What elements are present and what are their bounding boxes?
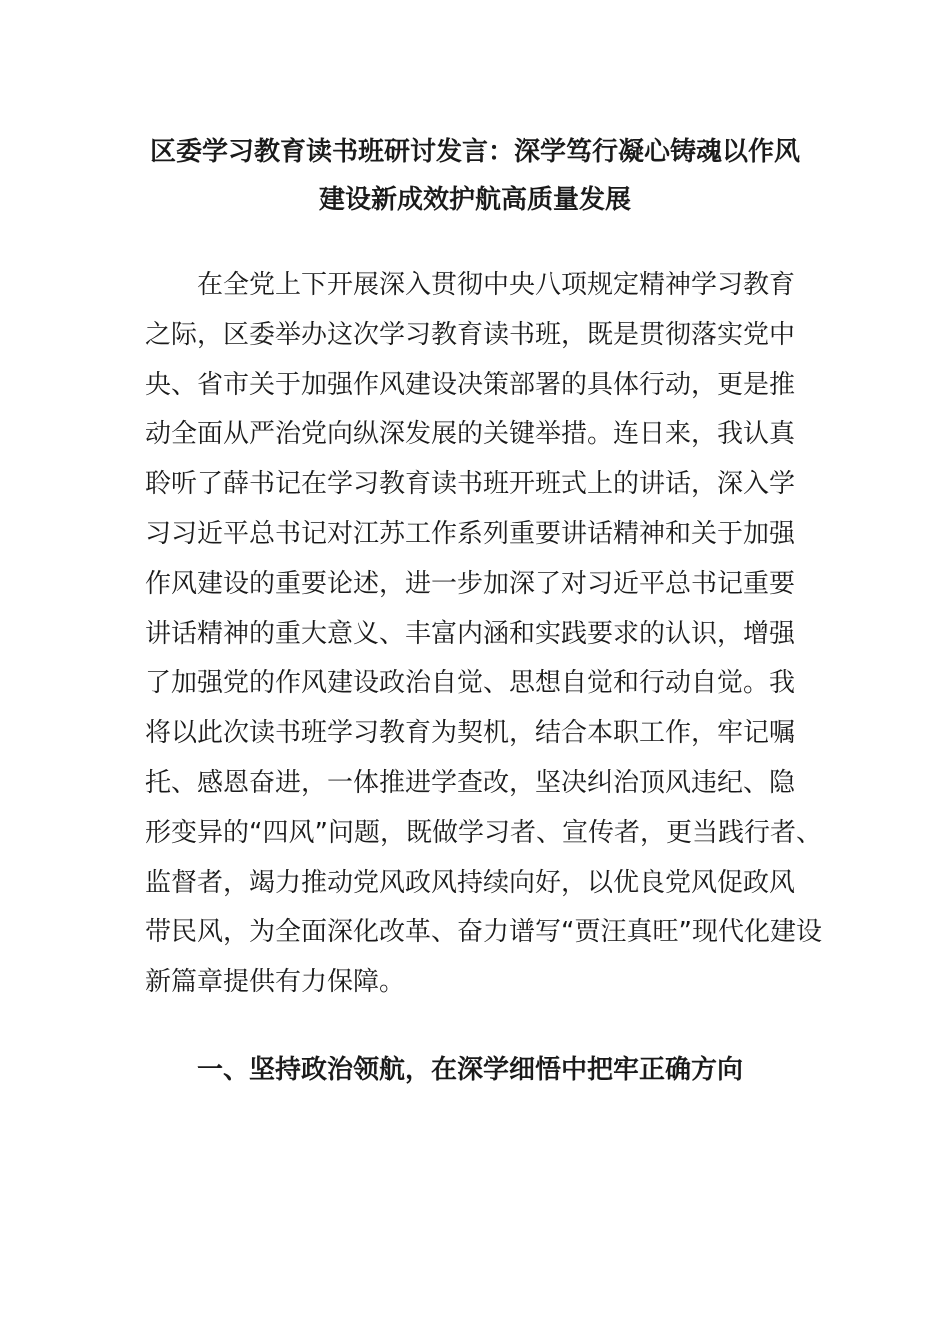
title-line-2: 建设新成效护航高质量发展 <box>318 185 631 215</box>
body-paragraph <box>145 261 822 1008</box>
title-line-1: 区委学习教育读书班研讨发言：深学笃行凝心铸魂以作风 <box>149 137 800 167</box>
paragraph-line: 讲话精神的重大意义、丰富内涵和实践要求的认识，增强 <box>145 618 796 649</box>
paragraph-line: 托、感恩奋进，一体推进学查改，坚决纠治顶风违纪、隐 <box>145 767 796 798</box>
paragraph-line: 央、省市关于加强作风建设决策部署的具体行动，更是推 <box>145 369 796 400</box>
paragraph-line: 形变异的“四风”问题，既做学习者、宣传者，更当践行者、 <box>145 817 822 848</box>
paragraph-line: 之际，区委举办这次学习教育读书班，既是贯彻落实党中 <box>145 319 796 350</box>
paragraph-line: 作风建设的重要论述，进一步加深了对习近平总书记重要 <box>145 568 796 599</box>
paragraph-line: 习习近平总书记对江苏工作系列重要讲话精神和关于加强 <box>145 518 796 549</box>
section-heading: 一、坚持政治领航，在深学细悟中把牢正确方向 <box>197 1055 744 1085</box>
paragraph-line: 动全面从严治党向纵深发展的关键举措。连日来，我认真 <box>145 419 796 450</box>
paragraph-line: 新篇章提供有力保障。 <box>145 967 406 998</box>
paragraph-line: 在全党上下开展深入贯彻中央八项规定精神学习教育 <box>197 270 796 300</box>
paragraph-line: 监督者，竭力推动党风政风持续向好，以优良党风促政风 <box>145 867 796 898</box>
paragraph-line: 聆听了薛书记在学习教育读书班开班式上的讲话，深入学 <box>145 469 796 500</box>
paragraph-line: 将以此次读书班学习教育为契机，结合本职工作，牢记嘱 <box>145 718 796 749</box>
document-title <box>145 128 805 224</box>
paragraph-line: 带民风，为全面深化改革、奋力谱写“贾汪真旺”现代化建设 <box>145 917 822 948</box>
paragraph-line: 了加强党的作风建设政治自觉、思想自觉和行动自觉。我 <box>145 668 796 699</box>
